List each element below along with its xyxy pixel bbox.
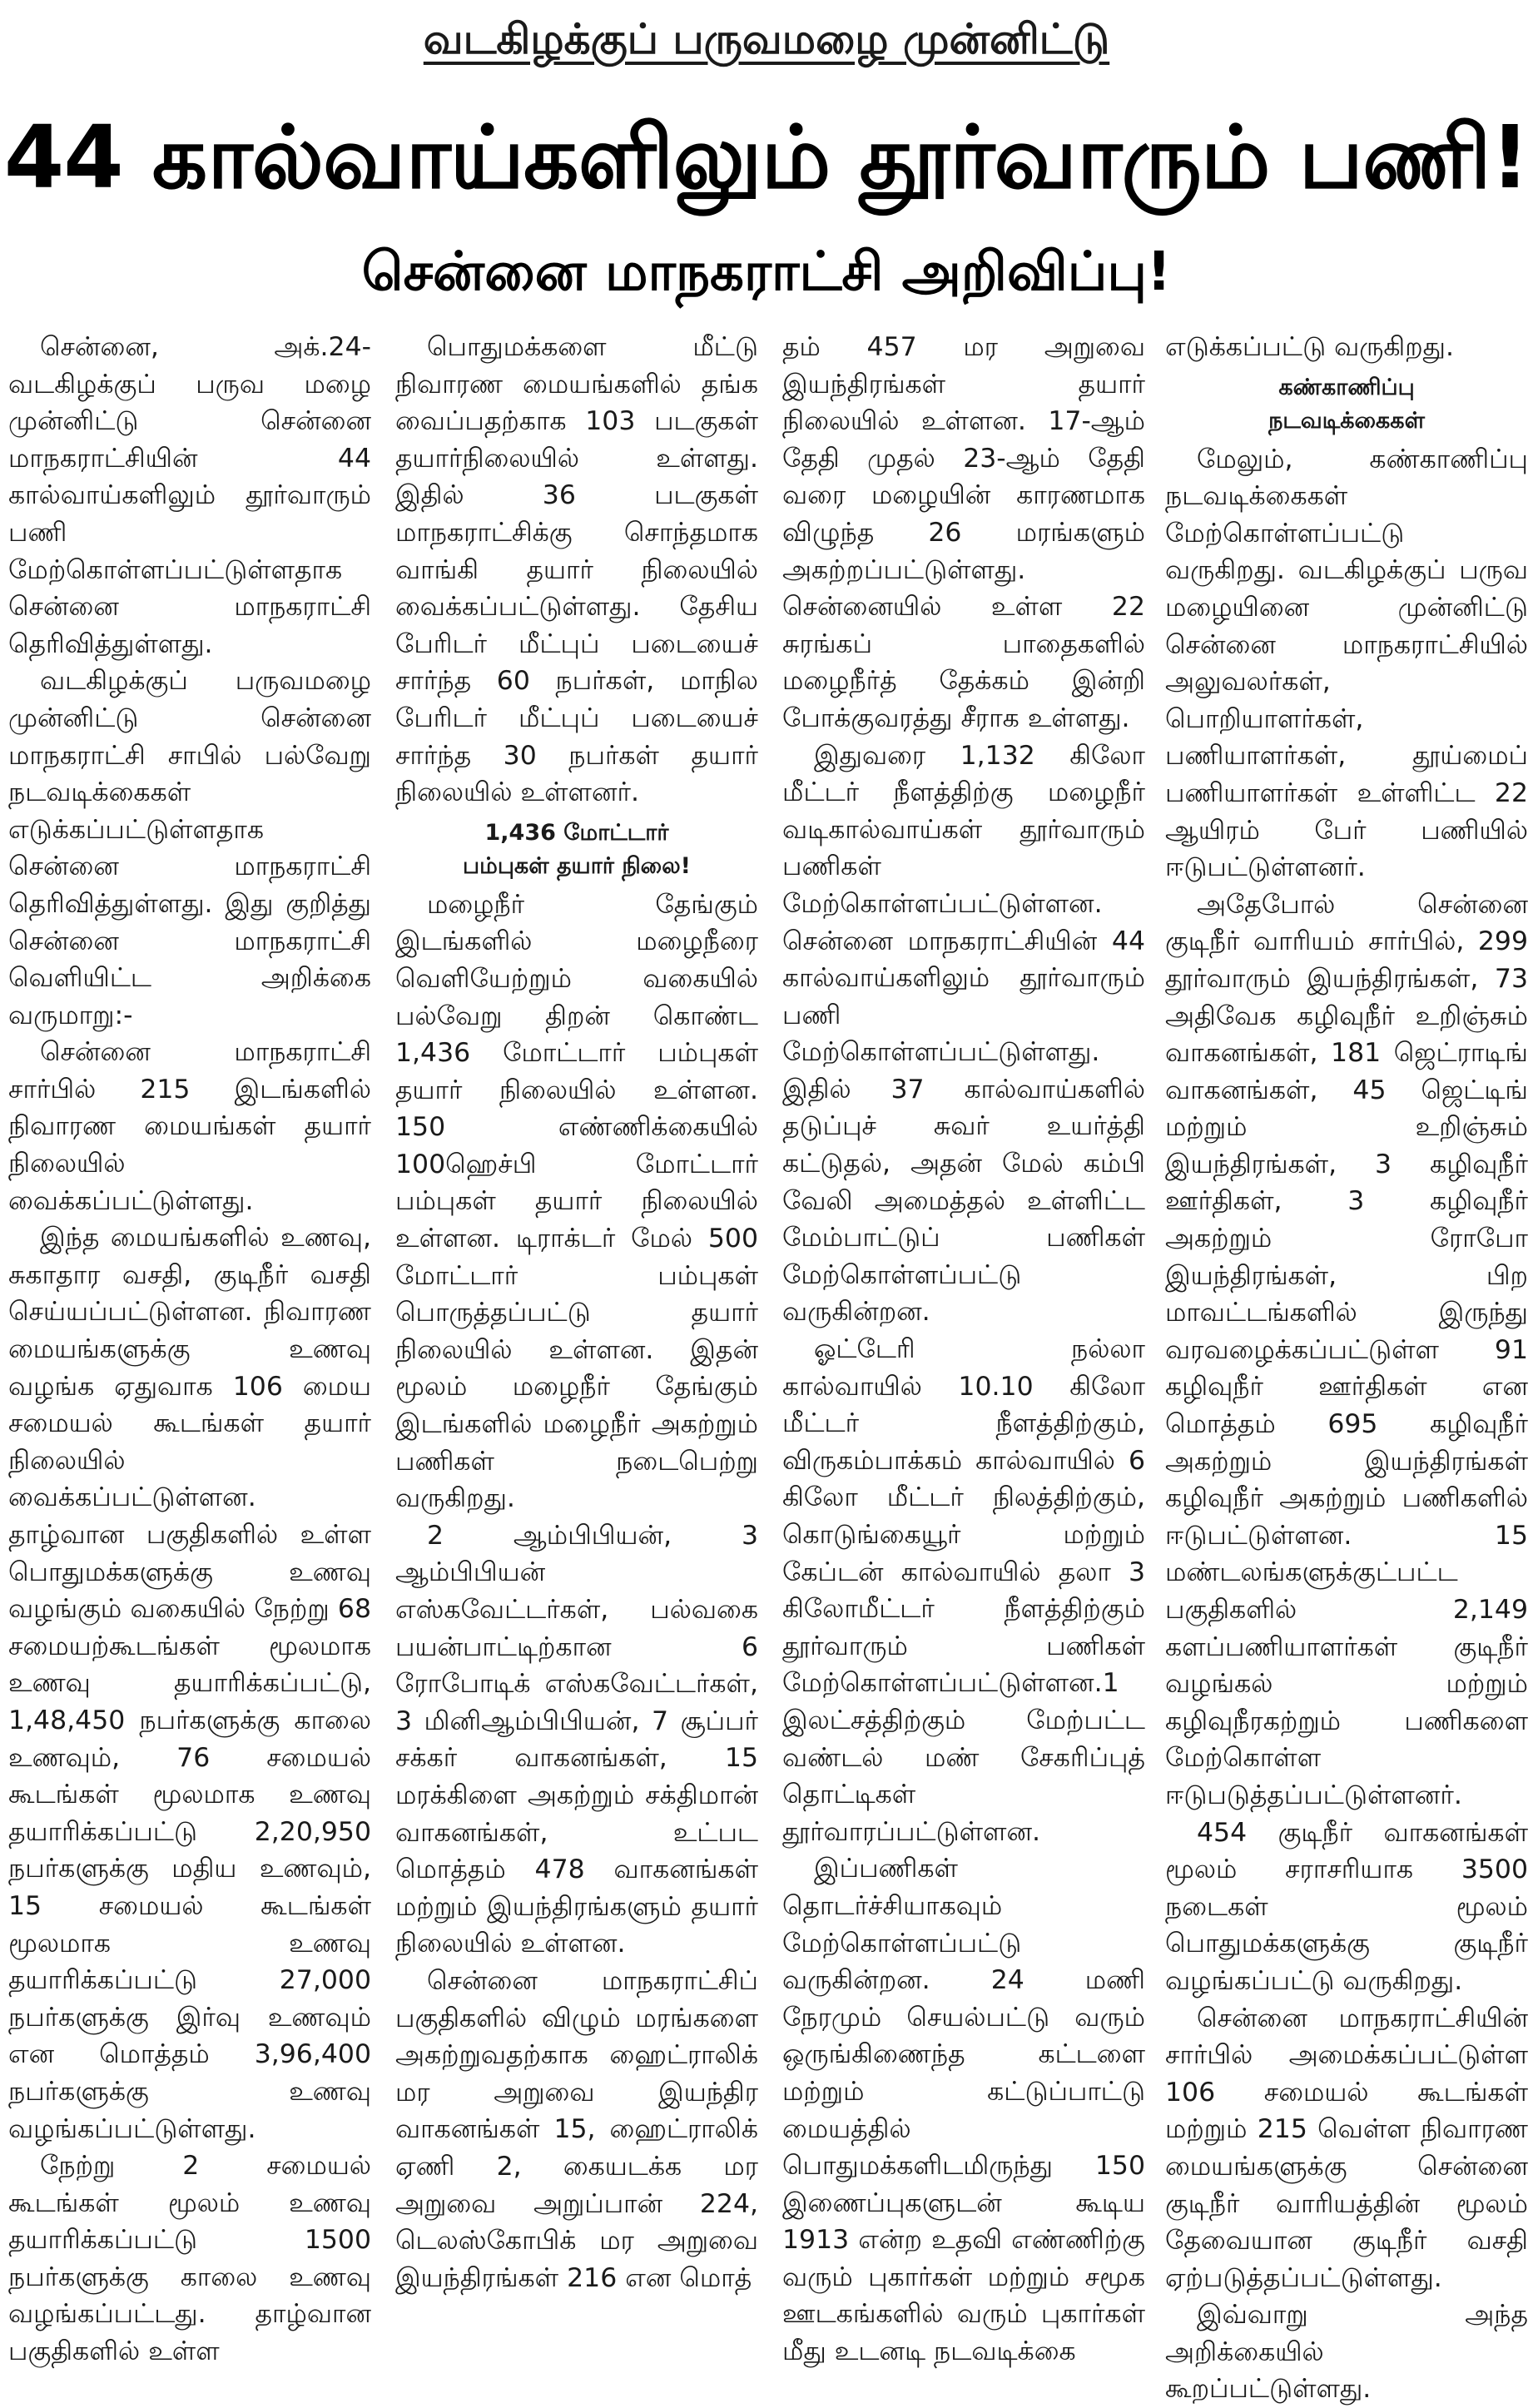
column-1 <box>8 329 371 2367</box>
paragraph: இவ்வாறு அந்த அறிக்கையில் கூறப்பட்டுள்ளது. <box>1165 2300 1528 2405</box>
column-2 <box>395 329 758 2293</box>
article-kicker <box>0 15 1533 69</box>
paragraph: இப்பணிகள் தொடர்ச்சியாகவும் மேற்கொள்ளப்பட்டு வருகின்றன. 24 மணி நேரமும் செயல்பட்டு வரும் ஒருங்கிணைந்த கட்டளை மற்றும் கட்டுப்பாட்டு மையத்தில் பொதுமக்களிடமிருந்து 150 இணைப்புகளுடன் கூடிய 1913 என்ற உதவி எண்ணிற்கு வரும் புகார்கள் மற்றும் சமூக ஊடகங்களில் வரும் புகார்கள் மீது உடனடி நடவடிக்கை <box>782 1854 1145 2367</box>
paragraph: இந்த மையங்களில் உணவு, சுகாதார வசதி, குடிநீர் வசதி செய்யப்பட்டுள்ளன. நிவாரண மையங்களுக்கு உணவு வழங்க ஏதுவாக 106 மைய சமையல் கூடங்கள் தயார் நிலையில் வைக்கப்பட்டுள்ளன. தாழ்வான பகுதிகளில் உள்ள பொதுமக்களுக்கு உணவு வழங்கும் வகையில் நேற்று 68 சமையற்கூடங்கள் மூலமாக உணவு தயாரிக்கப்பட்டு, 1,48,450 நபர்களுக்கு காலை உணவும், 76 சமையல் கூடங்கள் மூலமாக உணவு தயாரிக்கப்பட்டு 2,20,950 நபர்களுக்கு மதிய உணவும், 15 சமையல் கூடங்கள் மூலமாக உணவு தயாரிக்கப்பட்டு 27,000 நபர்களுக்கு இர்வு உணவும் என மொத்தம் 3,96,400 நபர்களுக்கு உணவு வழங்கப்பட்டுள்ளது. <box>8 1223 371 2144</box>
column-3 <box>782 329 1145 2367</box>
paragraph: தம் 457 மர அறுவை இயந்திரங்கள் தயார் நிலையில் உள்ளன. 17-ஆம் தேதி முதல் 23-ஆம் தேதி வரை மழையின் காரணமாக விழுந்த 26 மரங்களும் அகற்றப்பட்டுள்ளது. சென்னையில் உள்ள 22 சுரங்கப் பாதைகளில் மழைநீர்த் தேக்கம் இன்றி போக்குவரத்து சீராக உள்ளது. <box>782 332 1145 733</box>
paragraph: வடகிழக்குப் பருவமழை முன்னிட்டு சென்னை மாநகராட்சி சாபில் பல்வேறு நடவடிக்கைகள் எடுக்கப்பட்டுள்ளதாக சென்னை மாநகராட்சி தெரிவித்துள்ளது. இது குறித்து சென்னை மாநகராட்சி வெளியிட்ட அறிக்கை வருமாறு:- <box>8 666 371 1030</box>
paragraph: சென்னை மாநகராட்சியின் சார்பில் அமைக்கப்பட்டுள்ள 106 சமையல் கூடங்கள் மற்றும் 215 வெள்ள நிவாரண மையங்களுக்கு சென்னை குடிநீர் வாரியத்தின் மூலம் தேவையான குடிநீர் வசதி ஏற்படுத்தப்பட்டுள்ளது. <box>1165 2003 1528 2293</box>
kicker-text: வடகிழக்குப் பருவமழை முன்னிட்டு <box>423 15 1110 63</box>
paragraph: மழைநீர் தேங்கும் இடங்களில் மழைநீரை வெளியேற்றும் வகையில் பல்வேறு திறன் கொண்ட 1,436 மோட்டார் பம்புகள் தயார் நிலையில் உள்ளன. 150 எண்ணிக்கையில் 100ஹெச்பி மோட்டார் பம்புகள் தயார் நிலையில் உள்ளன. டிராக்டர் மேல் 500 மோட்டார் பம்புகள் பொருத்தப்பட்டு தயார் நிலையில் உள்ளன. இதன் மூலம் மழைநீர் தேங்கும் இடங்களில் மழைநீர் அகற்றும் பணிகள் நடைபெற்று வருகிறது. <box>395 889 758 1514</box>
paragraph: நேற்று 2 சமையல் கூடங்கள் மூலம் உணவு தயாரிக்கப்பட்டு 1500 நபர்களுக்கு காலை உணவு வழங்கப்பட்டது. தாழ்வான பகுதிகளில் உள்ள <box>8 2151 371 2367</box>
paragraph: 454 குடிநீர் வாகனங்கள் மூலம் சராசரியாக 3500 நடைகள் மூலம் பொதுமக்களுக்கு குடிநீர் வழங்கப்பட்டு வருகிறது. <box>1165 1817 1528 1996</box>
section-subhead-line-1: 1,436 மோட்டார் <box>484 819 669 846</box>
section-subhead <box>1165 371 1528 438</box>
paragraph: சென்னை மாநகராட்சி சார்பில் 215 இடங்களில் நிவாரண மையங்கள் தயார் நிலையில் வைக்கப்பட்டுள்ளது. <box>8 1037 371 1216</box>
paragraph: அதேபோல் சென்னை குடிநீர் வாரியம் சார்பில், 299 தூர்வாரும் இயந்திரங்கள், 73 அதிவேக கழிவுநீர் உறிஞ்சும் வாகனங்கள், 181 ஜெட்ராடிங் வாகனங்கள், 45 ஜெட்டிங் மற்றும் உறிஞ்சும் இயந்திரங்கள், 3 கழிவுநீர் ஊர்திகள், 3 கழிவுநீர் அகற்றும் ரோபோ இயந்திரங்கள், பிற மாவட்டங்களில் இருந்து வரவழைக்கப்பட்டுள்ள 91 கழிவுநீர் ஊர்திகள் என மொத்தம் 695 கழிவுநீர் அகற்றும் இயந்திரங்கள் கழிவுநீர் அகற்றும் பணிகளில் ஈடுபட்டுள்ளன. 15 மண்டலங்களுக்குட்பட்ட பகுதிகளில் 2,149 களப்பணியாளர்கள் குடிநீர் வழங்கல் மற்றும் கழிவுநீரகற்றும் பணிகளை மேற்கொள்ள ஈடுபடுத்தப்பட்டுள்ளனர். <box>1165 889 1528 1810</box>
section-subhead-line-2: நடவடிக்கைகள் <box>1268 407 1425 434</box>
paragraph: இதுவரை 1,132 கிலோ மீட்டர் நீளத்திற்கு மழைநீர் வடிகால்வாய்கள் தூர்வாரும் பணிகள் மேற்கொள்ளப்பட்டுள்ளன. சென்னை மாநகராட்சியின் 44 கால்வாய்களிலும் தூர்வாரும் பணி மேற்கொள்ளப்பட்டுள்ளது. இதில் 37 கால்வாய்களில் தடுப்புச் சுவர் உயர்த்தி கட்டுதல், அதன் மேல் கம்பி வேலி அமைத்தல் உள்ளிட்ட மேம்பாட்டுப் பணிகள் மேற்கொள்ளப்பட்டு வருகின்றன. <box>782 740 1145 1328</box>
paragraph: மேலும், கண்காணிப்பு நடவடிக்கைகள் மேற்கொள்ளப்பட்டு வருகிறது. வடகிழக்குப் பருவ மழையினை முன்னிட்டு சென்னை மாநகராட்சியில் அலுவலர்கள், பொறியாளர்கள், பணியாளர்கள், தூய்மைப் பணியாளர்கள் உள்ளிட்ட 22 ஆயிரம் பேர் பணியில் ஈடுபட்டுள்ளனர். <box>1165 444 1528 883</box>
column-4 <box>1165 329 1528 2405</box>
paragraph: சென்னை மாநகராட்சிப் பகுதிகளில் விழும் மரங்களை அகற்றுவதற்காக ஹைட்ராலிக் மர அறுவை இயந்திர வாகனங்கள் 15, ஹைட்ராலிக் ஏணி 2, கையடக்க மர அறுவை அறுப்பான் 224, டெலஸ்கோபிக் மர அறுவை இயந்திரங்கள் 216 என மொத் <box>395 1965 758 2293</box>
paragraph: சென்னை, அக்.24- வடகிழக்குப் பருவ மழை முன்னிட்டு சென்னை மாநகராட்சியின் 44 கால்வாய்களிலும் தூர்வாரும் பணி மேற்கொள்ளப்பட்டுள்ளதாக சென்னை மாநகராட்சி தெரிவித்துள்ளது. <box>8 332 371 659</box>
article-headline: 44 கால்வாய்களிலும் தூர்வாரும் பணி! <box>3 107 1530 208</box>
section-subhead-line-1: கண்காணிப்பு <box>1278 374 1415 400</box>
section-subhead <box>395 817 758 883</box>
article-subhead: சென்னை மாநகராட்சி அறிவிப்பு! <box>361 241 1172 303</box>
section-subhead-line-2: பம்புகள் தயார் நிலை! <box>463 852 691 879</box>
paragraph: பொதுமக்களை மீட்டு நிவாரண மையங்களில் தங்க வைப்பதற்காக 103 படகுகள் தயார்நிலையில் உள்ளது. இதில் 36 படகுகள் மாநகராட்சிக்கு சொந்தமாக வாங்கி தயார் நிலையில் வைக்கப்பட்டுள்ளது. தேசிய பேரிடர் மீட்புப் படையைச் சார்ந்த 60 நபர்கள், மாநில பேரிடர் மீட்புப் படையைச் சார்ந்த 30 நபர்கள் தயார் நிலையில் உள்ளனர். <box>395 332 758 808</box>
paragraph: 2 ஆம்பிபியன், 3 ஆம்பிபியன் எஸ்கவேட்டர்கள், பல்வகை பயன்பாட்டிற்கான 6 ரோபோடிக் எஸ்கவேட்டர்கள், 3 மினிஆம்பிபியன், 7 சூப்பர் சக்கர் வாகனங்கள், 15 மரக்கிளை அகற்றும் சக்திமான் வாகனங்கள், உட்பட மொத்தம் 478 வாகனங்கள் மற்றும் இயந்திரங்களும் தயார் நிலையில் உள்ளன. <box>395 1520 758 1959</box>
paragraph: எடுக்கப்பட்டு வருகிறது. <box>1165 332 1454 362</box>
paragraph: ஓட்டேரி நல்லா கால்வாயில் 10.10 கிலோ மீட்டர் நீளத்திற்கும், விருகம்பாக்கம் கால்வாயில் 6 கிலோ மீட்டர் நிலத்திற்கும், கொடுங்கையூர் மற்றும் கேப்டன் கால்வாயில் தலா 3 கிலோமீட்டர் நீளத்திற்கும் தூர்வாரும் பணிகள் மேற்கொள்ளப்பட்டுள்ளன.1 இலட்சத்திற்கும் மேற்பட்ட வண்டல் மண் சேகரிப்புத் தொட்டிகள் தூர்வாரப்பட்டுள்ளன. <box>782 1334 1145 1847</box>
